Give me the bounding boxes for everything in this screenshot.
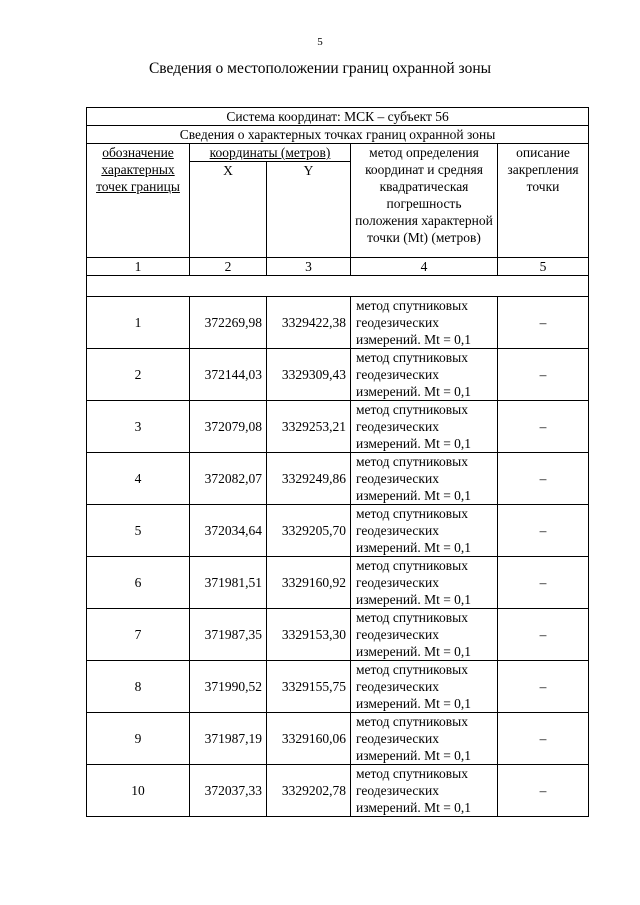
table-row	[87, 505, 589, 557]
x-coordinate-cell: 372269,98	[190, 297, 267, 349]
y-coordinate-cell: 3329253,21	[267, 401, 351, 453]
coordinates-table	[86, 107, 589, 817]
point-id-cell: 9	[87, 713, 190, 765]
y-coordinate-cell: 3329249,86	[267, 453, 351, 505]
y-coordinate-cell: 3329160,06	[267, 713, 351, 765]
method-cell: метод спутниковых геодезических измерений. Mt = 0,1	[351, 401, 498, 453]
column-number: 3	[267, 258, 351, 276]
method-column-header: метод определения координат и средняя квадратическая погрешность положения характерной точки (Mt) (метров)	[351, 144, 498, 258]
spacer-cell	[87, 276, 589, 297]
column-number: 1	[87, 258, 190, 276]
method-cell: метод спутниковых геодезических измерений. Mt = 0,1	[351, 557, 498, 609]
designation-column-header	[87, 144, 190, 258]
description-cell: –	[498, 505, 589, 557]
x-coordinate-cell: 372034,64	[190, 505, 267, 557]
coordinates-header-text: координаты (метров)	[209, 145, 331, 160]
description-cell: –	[498, 713, 589, 765]
description-cell: –	[498, 661, 589, 713]
y-coordinate-cell: 3329155,75	[267, 661, 351, 713]
coordinates-column-header	[190, 144, 351, 162]
method-cell: метод спутниковых геодезических измерений. Mt = 0,1	[351, 661, 498, 713]
y-coordinate-cell: 3329205,70	[267, 505, 351, 557]
spacer-row	[87, 276, 589, 297]
table-row	[87, 661, 589, 713]
y-coordinate-cell: 3329153,30	[267, 609, 351, 661]
description-cell: –	[498, 401, 589, 453]
description-column-header: описание закрепления точки	[498, 144, 589, 258]
point-id-cell: 3	[87, 401, 190, 453]
x-coordinate-cell: 371987,35	[190, 609, 267, 661]
point-id-cell: 5	[87, 505, 190, 557]
description-cell: –	[498, 765, 589, 817]
method-cell: метод спутниковых геодезических измерений. Mt = 0,1	[351, 297, 498, 349]
coordinate-system-header: Система координат: МСК – субъект 56	[87, 108, 589, 126]
y-column-header: Y	[267, 162, 351, 258]
table-row	[87, 765, 589, 817]
x-coordinate-cell: 371981,51	[190, 557, 267, 609]
page-number: 5	[317, 36, 323, 48]
point-id-cell: 8	[87, 661, 190, 713]
y-coordinate-cell: 3329309,43	[267, 349, 351, 401]
column-number: 5	[498, 258, 589, 276]
column-number: 4	[351, 258, 498, 276]
point-id-cell: 7	[87, 609, 190, 661]
method-cell: метод спутниковых геодезических измерений. Mt = 0,1	[351, 349, 498, 401]
x-coordinate-cell: 372079,08	[190, 401, 267, 453]
point-id-cell: 6	[87, 557, 190, 609]
table-row	[87, 349, 589, 401]
table-row	[87, 557, 589, 609]
designation-header-text: обозначение характерных точек границы	[96, 145, 180, 194]
x-coordinate-cell: 372037,33	[190, 765, 267, 817]
x-coordinate-cell: 372144,03	[190, 349, 267, 401]
point-id-cell: 4	[87, 453, 190, 505]
table-row	[87, 713, 589, 765]
y-coordinate-cell: 3329202,78	[267, 765, 351, 817]
description-cell: –	[498, 453, 589, 505]
method-cell: метод спутниковых геодезических измерений. Mt = 0,1	[351, 713, 498, 765]
x-coordinate-cell: 371987,19	[190, 713, 267, 765]
point-id-cell: 10	[87, 765, 190, 817]
description-cell: –	[498, 609, 589, 661]
x-coordinate-cell: 371990,52	[190, 661, 267, 713]
points-info-header: Сведения о характерных точках границ охранной зоны	[87, 126, 589, 144]
x-column-header: X	[190, 162, 267, 258]
method-cell: метод спутниковых геодезических измерений. Mt = 0,1	[351, 453, 498, 505]
y-coordinate-cell: 3329160,92	[267, 557, 351, 609]
x-coordinate-cell: 372082,07	[190, 453, 267, 505]
description-cell: –	[498, 349, 589, 401]
point-id-cell: 1	[87, 297, 190, 349]
column-number: 2	[190, 258, 267, 276]
table-row	[87, 609, 589, 661]
method-cell: метод спутниковых геодезических измерений. Mt = 0,1	[351, 765, 498, 817]
table-row	[87, 401, 589, 453]
point-id-cell: 2	[87, 349, 190, 401]
description-cell: –	[498, 297, 589, 349]
method-cell: метод спутниковых геодезических измерений. Mt = 0,1	[351, 505, 498, 557]
y-coordinate-cell: 3329422,38	[267, 297, 351, 349]
document-title: Сведения о местоположении границ охранной зоны	[148, 60, 492, 77]
table-row	[87, 297, 589, 349]
method-cell: метод спутниковых геодезических измерений. Mt = 0,1	[351, 609, 498, 661]
table-row	[87, 453, 589, 505]
description-cell: –	[498, 557, 589, 609]
